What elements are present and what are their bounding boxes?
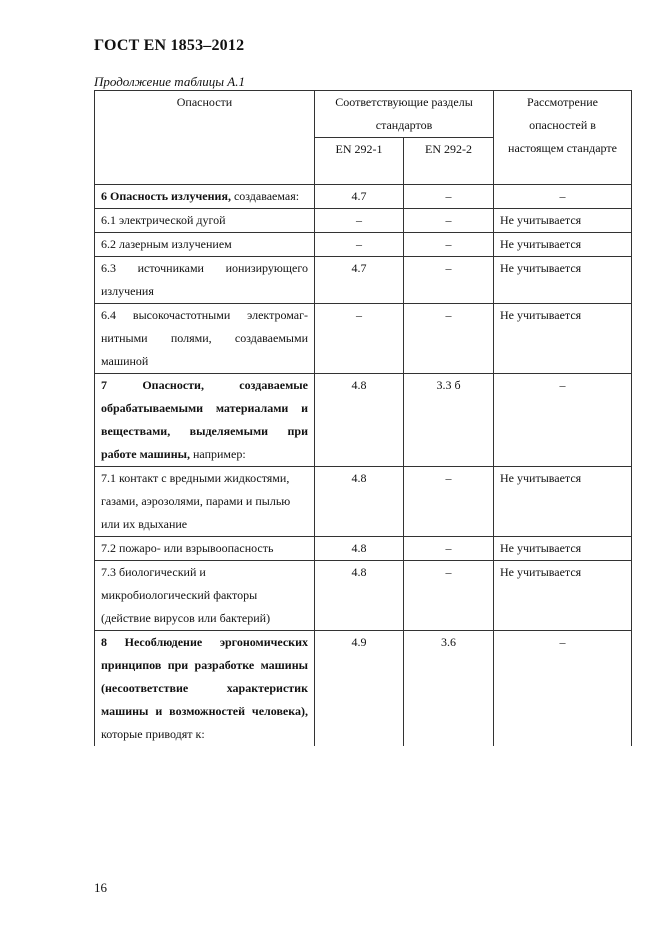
table-row (95, 561, 632, 631)
hazard-cell (95, 561, 315, 631)
hazard-heading: 6 Опасность излучения, (101, 189, 231, 203)
hazard-cell (95, 374, 315, 467)
en-292-1-cell: – (315, 209, 404, 233)
hazard-cell (95, 537, 315, 561)
table-caption: Продолжение таблицы А.1 (94, 74, 245, 89)
consideration-cell: Не учитывается (494, 304, 632, 374)
table-row (95, 467, 632, 537)
en-292-1-cell: 4.7 (315, 185, 404, 209)
header-consideration: Рассмотрение опасностей в настоящем стандарте (494, 91, 632, 185)
en-292-1-cell: – (315, 233, 404, 257)
table-row (95, 209, 632, 233)
hazard-text: которые приводят к: (101, 727, 205, 741)
hazard-text: 6.4 высокочастотными электромаг-нитными полями, создаваемыми машиной (101, 308, 308, 368)
hazard-cell (95, 233, 315, 257)
hazard-text: создаваемая: (230, 189, 300, 203)
consideration-cell: Не учитывается (494, 257, 632, 304)
en-292-1-cell: 4.9 (315, 631, 404, 747)
table-row (95, 374, 632, 467)
en-292-2-cell: – (404, 561, 494, 631)
en-292-1-cell: 4.8 (315, 467, 404, 537)
en-292-1-cell: 4.8 (315, 561, 404, 631)
en-292-2-cell: – (404, 537, 494, 561)
consideration-cell: – (494, 185, 632, 209)
hazard-text: 7.3 биологический и микробиологический факторы (действие вирусов или бактерий) (101, 565, 271, 625)
table-row (95, 233, 632, 257)
document-title: ГОСТ EN 1853–2012 (94, 37, 245, 54)
table-row (95, 304, 632, 374)
hazard-cell (95, 209, 315, 233)
en-292-2-cell: – (404, 185, 494, 209)
table-row (95, 537, 632, 561)
consideration-cell: Не учитывается (494, 209, 632, 233)
hazards-table (94, 90, 632, 746)
header-standards-group: Соответствующие разделы стандартов (315, 91, 494, 138)
hazard-cell (95, 185, 315, 209)
hazard-text: 6.3 источниками ионизирующего излучения (101, 261, 308, 298)
consideration-cell: Не учитывается (494, 233, 632, 257)
hazard-text: 7.1 контакт с вредными жидкостями, газами, аэрозолями, парами и пылью или их вдыхание (101, 471, 291, 531)
en-292-1-cell: 4.8 (315, 537, 404, 561)
en-292-1-cell: 4.8 (315, 374, 404, 467)
table-header-row (95, 91, 632, 138)
hazard-cell (95, 257, 315, 304)
en-292-2-cell: 3.6 (404, 631, 494, 747)
consideration-cell: – (494, 374, 632, 467)
en-292-1-cell: – (315, 304, 404, 374)
hazard-text: 6.2 лазерным излучением (101, 237, 232, 251)
en-292-2-cell: – (404, 304, 494, 374)
header-hazards: Опасности (95, 91, 315, 185)
en-292-2-cell: – (404, 209, 494, 233)
hazard-text: 6.1 электрической дугой (101, 213, 226, 227)
header-en-292-2: EN 292-2 (404, 138, 494, 185)
table-row (95, 185, 632, 209)
table-row (95, 631, 632, 747)
consideration-cell: – (494, 631, 632, 747)
hazard-heading: 8 Несоблюдение эргономических принципов при разработке машины (несоответствие характеристик машины и возможностей человека), (101, 635, 308, 718)
en-292-2-cell: 3.3 б (404, 374, 494, 467)
consideration-cell: Не учитывается (494, 537, 632, 561)
hazard-cell (95, 304, 315, 374)
en-292-1-cell: 4.7 (315, 257, 404, 304)
consideration-cell: Не учитывается (494, 467, 632, 537)
hazard-text: например: (190, 447, 246, 461)
en-292-2-cell: – (404, 467, 494, 537)
table-row (95, 257, 632, 304)
hazard-cell (95, 467, 315, 537)
en-292-2-cell: – (404, 257, 494, 304)
hazard-cell (95, 631, 315, 747)
consideration-cell: Не учитывается (494, 561, 632, 631)
hazard-heading: 7 Опасности, создаваемые обрабатываемыми материалами и веществами, выделяемыми при работе машины, (101, 378, 308, 461)
header-en-292-1: EN 292-1 (315, 138, 404, 185)
en-292-2-cell: – (404, 233, 494, 257)
hazard-text: 7.2 пожаро- или взрывоопасность (101, 541, 274, 555)
page-number: 16 (94, 880, 107, 895)
